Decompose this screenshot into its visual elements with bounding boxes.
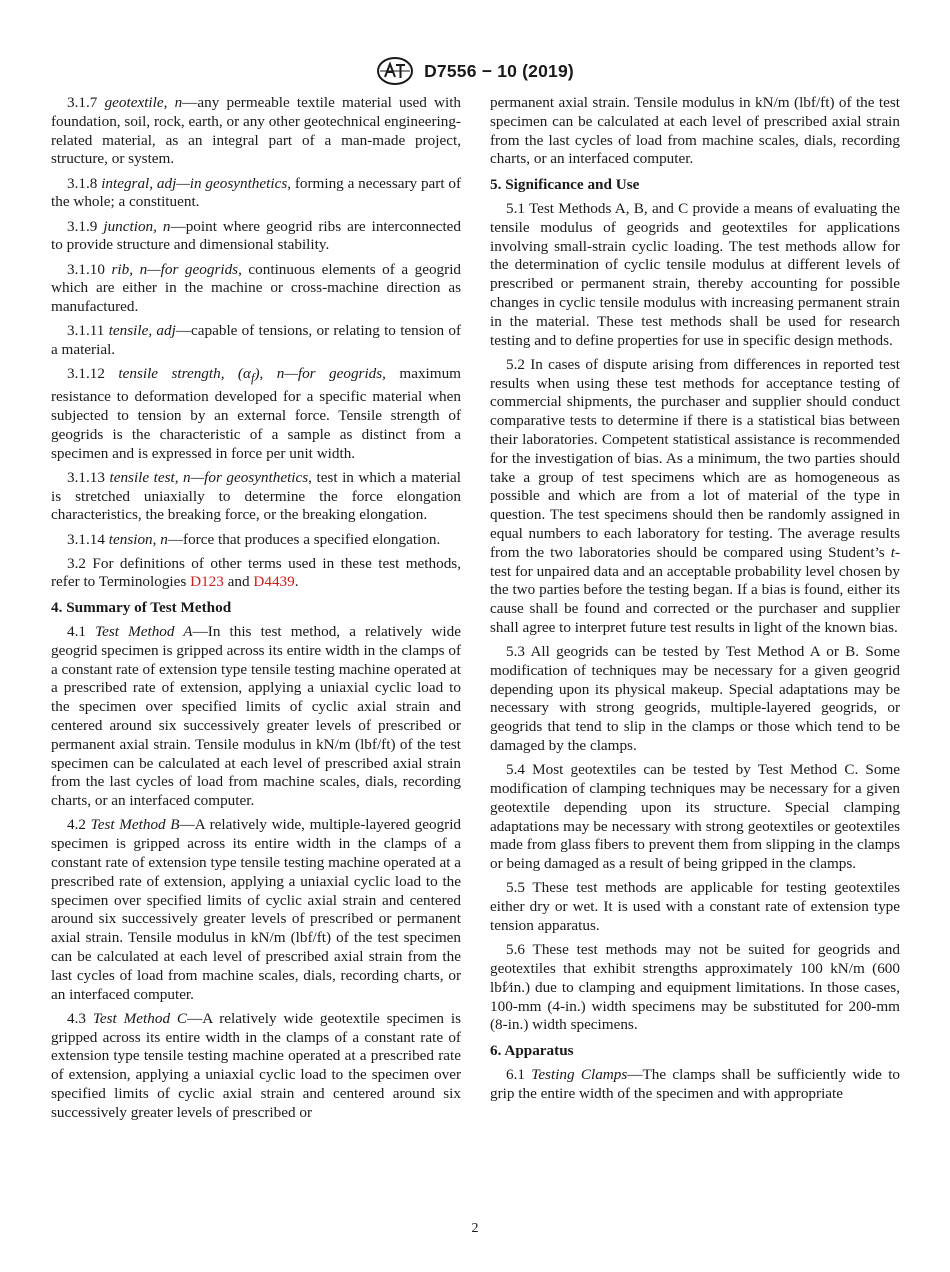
left-column — [51, 94, 461, 1128]
paragraph-4-3: 4.3 Test Method C—A relatively wide geotextile specimen is gripped across its entire width in the clamps of a constant rate of extension type tensile testing machine operated at a prescribed rate of extension, applying a uniaxial cyclic load to the specimen over specified limits of cyclic axial strain and centered around six successively greater levels of prescribed or — [51, 1009, 461, 1121]
definition-3-1-9: 3.1.9 junction, n—point where geogrid ribs are interconnected to provide structure and dimensional stability. — [51, 217, 462, 254]
paragraph-5-5: 5.5 These test methods are applicable for testing geotextiles either dry or wet. It is used with a constant rate of extension type tension apparatus. — [490, 879, 900, 935]
page-header — [0, 56, 950, 86]
definition-3-1-12: 3.1.12 tensile strength, $(\alpha_f)$, n—for geogrids, maximum resistance to deformation developed for a specific material when subjected to tension by an external force. Tensile strength of geogrids is the characteristic of a sample as distinct from a specimen and is expressed in force per unit width. — [51, 365, 461, 462]
paragraph-5-2: 5.2 In cases of dispute arising from differences in reported test results when using these test methods for acceptance testing of commercial shipments, the purchaser and supplier should conduct comparative tests to determine if there is a statistical bias between their laboratories. Competent statistical assistance is recommended for the investigation of bias. As a minimum, the two parties should take a group of test specimens which are as homogeneous as possible and which are from a lot of material of the type in question. The test specimens should then be randomly assigned in equal numbers to each laboratory for testing. The average results from the two laboratories should be compared using Student’s t-test for unpaired data and an acceptable probability level chosen by the two parties before the testing began. If a bias is found, either its cause shall be found and corrected or the purchaser and supplier shall agree to interpret future test results in light of the known bias. — [490, 355, 900, 636]
paragraph-5-3: 5.3 All geogrids can be tested by Test Method A or B. Some modification of techniques may be necessary for a given geogrid depending upon its physical makeup. Special adaptations may be necessary with strong geogrids, multiple-layered geogrids, or geogrids that tend to slip in the clamps or those which tend to be damaged by the clamps. — [490, 643, 900, 755]
definition-3-1-7: 3.1.7 geotextile, n—any permeable textile material used with foundation, soil, rock, earth, or any other geotechnical engineering-related material, as an integral part of a man-made project, structure, or system. — [51, 94, 462, 168]
ref-link-d123[interactable]: D123 — [190, 573, 224, 591]
paragraph-5-4: 5.4 Most geotextiles can be tested by Test Method C. Some modification of clamping techniques may be necessary for a given geotextile depending upon its structure. Special clamping adaptations may be necessary with strong geotextiles or geotextiles made from glass fibers to prevent them from slipping in the clamps or being damaged as a result of being gripped in the clamps. — [490, 761, 900, 873]
definition-3-1-10: 3.1.10 rib, n—for geogrids, continuous elements of a geogrid which are either in the machine or cross-machine direction as manufactured. — [51, 260, 462, 316]
page-number: 2 — [471, 1221, 479, 1236]
section-6-heading: 6. Apparatus — [490, 1042, 574, 1060]
right-column — [490, 94, 900, 1109]
paragraph-4-3-continued: permanent axial strain. Tensile modulus in kN/m (lbf/ft) of the test specimen can be calculated at each level of prescribed axial strain from the last cycles of load from machine scales, dials, recording charts, or an interfaced computer. — [490, 94, 900, 168]
paragraph-5-6: 5.6 These test methods may not be suited for geogrids and geotextiles that exhibit strengths approximately 100 kN/m (600 lbf⁄in.) due to clamping and equipment limitations. In those cases, 100-mm (4-in.) width specimens may be substituted for 200-mm (8-in.) width specimens. — [490, 941, 900, 1034]
paragraph-4-2: 4.2 Test Method B—A relatively wide, multiple-layered geogrid specimen is gripped across its entire width in the clamps of a constant rate of extension type tensile testing machine operated at a prescribed rate of extension, applying a uniaxial cyclic load to the specimen over specified limits of cyclic axial strain and centered around six successively greater levels of prescribed or permanent axial strain. Tensile modulus in kN/m (lbf/ft) of the test specimen can be calculated at each level of prescribed axial strain from the last cycles of load from machine scales, dials, recording charts, or an interfaced computer. — [51, 816, 462, 1003]
definition-3-1-14: 3.1.14 tension, n—force that produces a specified elongation. — [67, 530, 441, 548]
document-designation: D7556 − 10 (2019) — [424, 60, 574, 81]
definition-3-1-13: 3.1.13 tensile test, n—for geosynthetics, test in which a material is stretched uniaxially to determine the force elongation characteristics, the breaking force, or the breaking elongation. — [51, 468, 462, 524]
definition-3-1-8: 3.1.8 integral, adj—in geosynthetics, forming a necessary part of the whole; a constituent. — [51, 174, 462, 211]
section-4-heading: 4. Summary of Test Method — [51, 599, 232, 617]
ref-link-d4439[interactable]: D4439 — [253, 573, 295, 591]
paragraph-5-1: 5.1 Test Methods A, B, and C provide a means of evaluating the tensile modulus of geogrids and geotextiles for applications involving small-strain cyclic loading. The test methods allow for the determination of cyclic tensile modulus at different levels of prescribed or permanent strain, thereby accounting for possible changes in cyclic tensile modulus with increasing permanent strain in the material. These test methods shall be used for research testing and to define properties for use in specific design methods. — [490, 199, 900, 349]
paragraph-4-1: 4.1 Test Method A—In this test method, a relatively wide geogrid specimen is gripped across its entire width in the clamps of a constant rate of extension type tensile testing machine operated at a prescribed rate of extension, applying a uniaxial cyclic load to the specimen over specified limits of cyclic axial strain and centered around six successively greater levels of prescribed or permanent axial strain. Tensile modulus in kN/m (lbf/ft) of the test specimen can be calculated at each level of prescribed axial strain from the last cycles of load from machine scales, dials, recording charts, or an interfaced computer. — [51, 623, 461, 810]
section-5-heading: 5. Significance and Use — [490, 176, 640, 194]
astm-logo-icon — [376, 56, 414, 86]
definition-3-1-11: 3.1.11 tensile, adj—capable of tensions, or relating to tension of a material. — [51, 322, 461, 359]
paragraph-6-1: 6.1 Testing Clamps—The clamps shall be sufficiently wide to grip the entire width of the specimen and with appropriate — [490, 1066, 901, 1102]
paragraph-3-2: 3.2 For definitions of other terms used in these test methods, refer to Terminologies D123 and D4439. — [51, 554, 461, 591]
